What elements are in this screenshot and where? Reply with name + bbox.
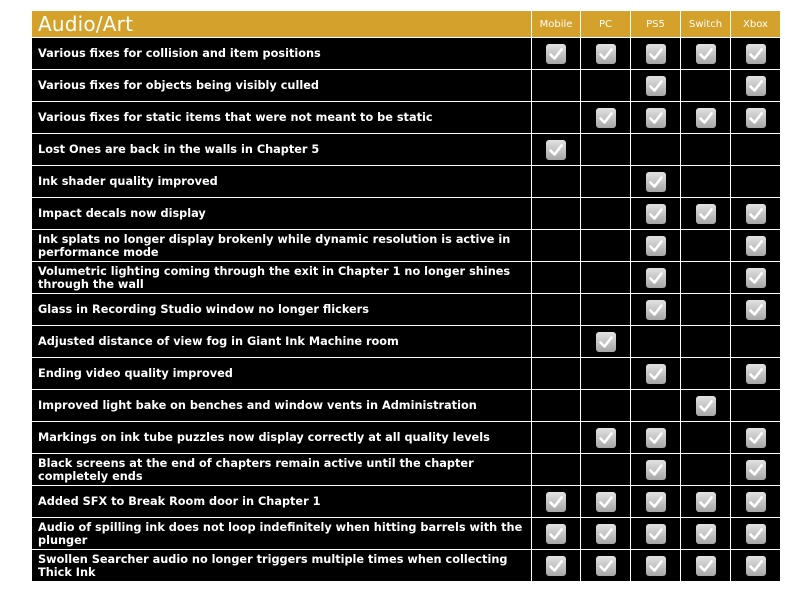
platform-cell-mobile bbox=[532, 486, 581, 518]
platform-cell-switch bbox=[681, 422, 731, 454]
platform-cell-mobile bbox=[532, 70, 581, 102]
platform-cell-ps5 bbox=[631, 294, 681, 326]
platform-cell-xbox bbox=[731, 454, 781, 486]
platform-cell-ps5 bbox=[631, 550, 681, 582]
platform-cell-xbox bbox=[731, 358, 781, 390]
checkmark-icon bbox=[746, 364, 766, 384]
change-description: Volumetric lighting coming through the exit in Chapter 1 no longer shines through the wall bbox=[32, 262, 532, 294]
checkmark-icon bbox=[696, 556, 716, 576]
platform-cell-pc bbox=[581, 390, 631, 422]
platform-cell-ps5 bbox=[631, 38, 681, 70]
platform-cell-mobile bbox=[532, 326, 581, 358]
table-row bbox=[32, 518, 781, 550]
change-description: Ink splats no longer display brokenly while dynamic resolution is active in performance mode bbox=[32, 230, 532, 262]
platform-cell-xbox bbox=[731, 230, 781, 262]
change-description: Lost Ones are back in the walls in Chapter 5 bbox=[32, 134, 532, 166]
change-description: Various fixes for objects being visibly culled bbox=[32, 70, 532, 102]
platform-cell-ps5 bbox=[631, 166, 681, 198]
checkmark-icon bbox=[546, 492, 566, 512]
checkmark-icon bbox=[596, 524, 616, 544]
checkmark-icon bbox=[746, 492, 766, 512]
platform-cell-mobile bbox=[532, 358, 581, 390]
checkmark-icon bbox=[596, 44, 616, 64]
platform-cell-switch bbox=[681, 166, 731, 198]
table-row bbox=[32, 326, 781, 358]
checkmark-icon bbox=[696, 44, 716, 64]
checkmark-icon bbox=[646, 204, 666, 224]
section-title: Audio/Art bbox=[32, 11, 532, 38]
checkmark-icon bbox=[646, 300, 666, 320]
platform-cell-pc bbox=[581, 166, 631, 198]
platform-cell-pc bbox=[581, 358, 631, 390]
table-row bbox=[32, 358, 781, 390]
platform-cell-switch bbox=[681, 486, 731, 518]
table-row bbox=[32, 486, 781, 518]
checkmark-icon bbox=[746, 44, 766, 64]
platform-cell-xbox bbox=[731, 102, 781, 134]
platform-cell-ps5 bbox=[631, 390, 681, 422]
checkmark-icon bbox=[746, 556, 766, 576]
checkmark-icon bbox=[646, 268, 666, 288]
checkmark-icon bbox=[646, 364, 666, 384]
platform-cell-mobile bbox=[532, 262, 581, 294]
platform-cell-ps5 bbox=[631, 262, 681, 294]
table-row bbox=[32, 262, 781, 294]
change-description: Added SFX to Break Room door in Chapter 1 bbox=[32, 486, 532, 518]
platform-cell-pc bbox=[581, 518, 631, 550]
checkmark-icon bbox=[646, 76, 666, 96]
platform-cell-xbox bbox=[731, 550, 781, 582]
platform-cell-mobile bbox=[532, 390, 581, 422]
patch-notes-table bbox=[31, 10, 781, 582]
platform-cell-mobile bbox=[532, 294, 581, 326]
platform-cell-mobile bbox=[532, 518, 581, 550]
table-row bbox=[32, 38, 781, 70]
platform-cell-mobile bbox=[532, 134, 581, 166]
platform-cell-pc bbox=[581, 454, 631, 486]
platform-header-pc: PC bbox=[581, 11, 631, 38]
platform-cell-xbox bbox=[731, 486, 781, 518]
platform-cell-xbox bbox=[731, 294, 781, 326]
platform-cell-ps5 bbox=[631, 358, 681, 390]
platform-cell-switch bbox=[681, 70, 731, 102]
checkmark-icon bbox=[546, 524, 566, 544]
table-row bbox=[32, 166, 781, 198]
checkmark-icon bbox=[646, 236, 666, 256]
platform-cell-switch bbox=[681, 102, 731, 134]
checkmark-icon bbox=[746, 204, 766, 224]
platform-cell-mobile bbox=[532, 230, 581, 262]
platform-cell-xbox bbox=[731, 390, 781, 422]
platform-cell-xbox bbox=[731, 70, 781, 102]
checkmark-icon bbox=[696, 396, 716, 416]
change-description: Improved light bake on benches and window vents in Administration bbox=[32, 390, 532, 422]
platform-cell-ps5 bbox=[631, 518, 681, 550]
platform-cell-switch bbox=[681, 518, 731, 550]
checkmark-icon bbox=[646, 492, 666, 512]
platform-cell-pc bbox=[581, 198, 631, 230]
checkmark-icon bbox=[696, 204, 716, 224]
platform-cell-mobile bbox=[532, 550, 581, 582]
platform-cell-pc bbox=[581, 102, 631, 134]
change-description: Various fixes for static items that were not meant to be static bbox=[32, 102, 532, 134]
platform-cell-ps5 bbox=[631, 102, 681, 134]
change-description: Impact decals now display bbox=[32, 198, 532, 230]
change-description: Audio of spilling ink does not loop indefinitely when hitting barrels with the plunger bbox=[32, 518, 532, 550]
checkmark-icon bbox=[746, 428, 766, 448]
checkmark-icon bbox=[746, 268, 766, 288]
change-description: Swollen Searcher audio no longer triggers multiple times when collecting Thick Ink bbox=[32, 550, 532, 582]
table-row bbox=[32, 390, 781, 422]
platform-cell-ps5 bbox=[631, 486, 681, 518]
platform-cell-mobile bbox=[532, 38, 581, 70]
checkmark-icon bbox=[646, 556, 666, 576]
change-description: Markings on ink tube puzzles now display correctly at all quality levels bbox=[32, 422, 532, 454]
table-body bbox=[32, 38, 781, 582]
table-row bbox=[32, 454, 781, 486]
table-row bbox=[32, 102, 781, 134]
platform-cell-pc bbox=[581, 294, 631, 326]
change-description: Ending video quality improved bbox=[32, 358, 532, 390]
platform-cell-xbox bbox=[731, 326, 781, 358]
platform-cell-switch bbox=[681, 262, 731, 294]
checkmark-icon bbox=[746, 108, 766, 128]
header-row bbox=[32, 11, 781, 38]
platform-cell-switch bbox=[681, 38, 731, 70]
platform-cell-xbox bbox=[731, 198, 781, 230]
platform-cell-ps5 bbox=[631, 326, 681, 358]
platform-cell-pc bbox=[581, 326, 631, 358]
platform-header-xbox: Xbox bbox=[731, 11, 781, 38]
platform-cell-switch bbox=[681, 230, 731, 262]
platform-cell-xbox bbox=[731, 38, 781, 70]
platform-header-mobile: Mobile bbox=[532, 11, 581, 38]
platform-cell-switch bbox=[681, 550, 731, 582]
checkmark-icon bbox=[746, 460, 766, 480]
platform-cell-xbox bbox=[731, 518, 781, 550]
platform-cell-mobile bbox=[532, 166, 581, 198]
platform-header-switch: Switch bbox=[681, 11, 731, 38]
platform-cell-ps5 bbox=[631, 70, 681, 102]
platform-cell-mobile bbox=[532, 422, 581, 454]
platform-cell-switch bbox=[681, 454, 731, 486]
checkmark-icon bbox=[546, 140, 566, 160]
platform-header-ps5: PS5 bbox=[631, 11, 681, 38]
platform-cell-switch bbox=[681, 326, 731, 358]
platform-cell-ps5 bbox=[631, 134, 681, 166]
checkmark-icon bbox=[596, 556, 616, 576]
change-description: Black screens at the end of chapters remain active until the chapter completely ends bbox=[32, 454, 532, 486]
checkmark-icon bbox=[746, 236, 766, 256]
platform-cell-mobile bbox=[532, 198, 581, 230]
platform-cell-ps5 bbox=[631, 454, 681, 486]
checkmark-icon bbox=[696, 524, 716, 544]
platform-cell-xbox bbox=[731, 262, 781, 294]
platform-cell-mobile bbox=[532, 102, 581, 134]
checkmark-icon bbox=[746, 76, 766, 96]
change-description: Ink shader quality improved bbox=[32, 166, 532, 198]
platform-cell-switch bbox=[681, 134, 731, 166]
platform-cell-ps5 bbox=[631, 230, 681, 262]
table-row bbox=[32, 230, 781, 262]
platform-cell-xbox bbox=[731, 134, 781, 166]
platform-cell-ps5 bbox=[631, 198, 681, 230]
checkmark-icon bbox=[546, 44, 566, 64]
checkmark-icon bbox=[746, 300, 766, 320]
checkmark-icon bbox=[596, 332, 616, 352]
platform-cell-xbox bbox=[731, 422, 781, 454]
platform-cell-pc bbox=[581, 486, 631, 518]
platform-cell-pc bbox=[581, 70, 631, 102]
checkmark-icon bbox=[646, 428, 666, 448]
table-row bbox=[32, 70, 781, 102]
platform-cell-pc bbox=[581, 422, 631, 454]
checkmark-icon bbox=[696, 108, 716, 128]
table-row bbox=[32, 422, 781, 454]
change-description: Glass in Recording Studio window no longer flickers bbox=[32, 294, 532, 326]
platform-cell-switch bbox=[681, 198, 731, 230]
table-row bbox=[32, 294, 781, 326]
checkmark-icon bbox=[646, 172, 666, 192]
platform-cell-switch bbox=[681, 294, 731, 326]
platform-cell-pc bbox=[581, 262, 631, 294]
table-row bbox=[32, 550, 781, 582]
checkmark-icon bbox=[546, 556, 566, 576]
platform-cell-pc bbox=[581, 550, 631, 582]
checkmark-icon bbox=[596, 428, 616, 448]
change-description: Various fixes for collision and item positions bbox=[32, 38, 532, 70]
platform-cell-pc bbox=[581, 230, 631, 262]
platform-cell-pc bbox=[581, 134, 631, 166]
platform-cell-switch bbox=[681, 358, 731, 390]
table-row bbox=[32, 134, 781, 166]
checkmark-icon bbox=[646, 108, 666, 128]
checkmark-icon bbox=[596, 492, 616, 512]
checkmark-icon bbox=[646, 524, 666, 544]
platform-cell-pc bbox=[581, 38, 631, 70]
checkmark-icon bbox=[646, 460, 666, 480]
checkmark-icon bbox=[596, 108, 616, 128]
checkmark-icon bbox=[696, 492, 716, 512]
platform-cell-ps5 bbox=[631, 422, 681, 454]
checkmark-icon bbox=[746, 524, 766, 544]
change-description: Adjusted distance of view fog in Giant Ink Machine room bbox=[32, 326, 532, 358]
platform-cell-switch bbox=[681, 390, 731, 422]
platform-cell-mobile bbox=[532, 454, 581, 486]
platform-cell-xbox bbox=[731, 166, 781, 198]
checkmark-icon bbox=[646, 44, 666, 64]
table-row bbox=[32, 198, 781, 230]
